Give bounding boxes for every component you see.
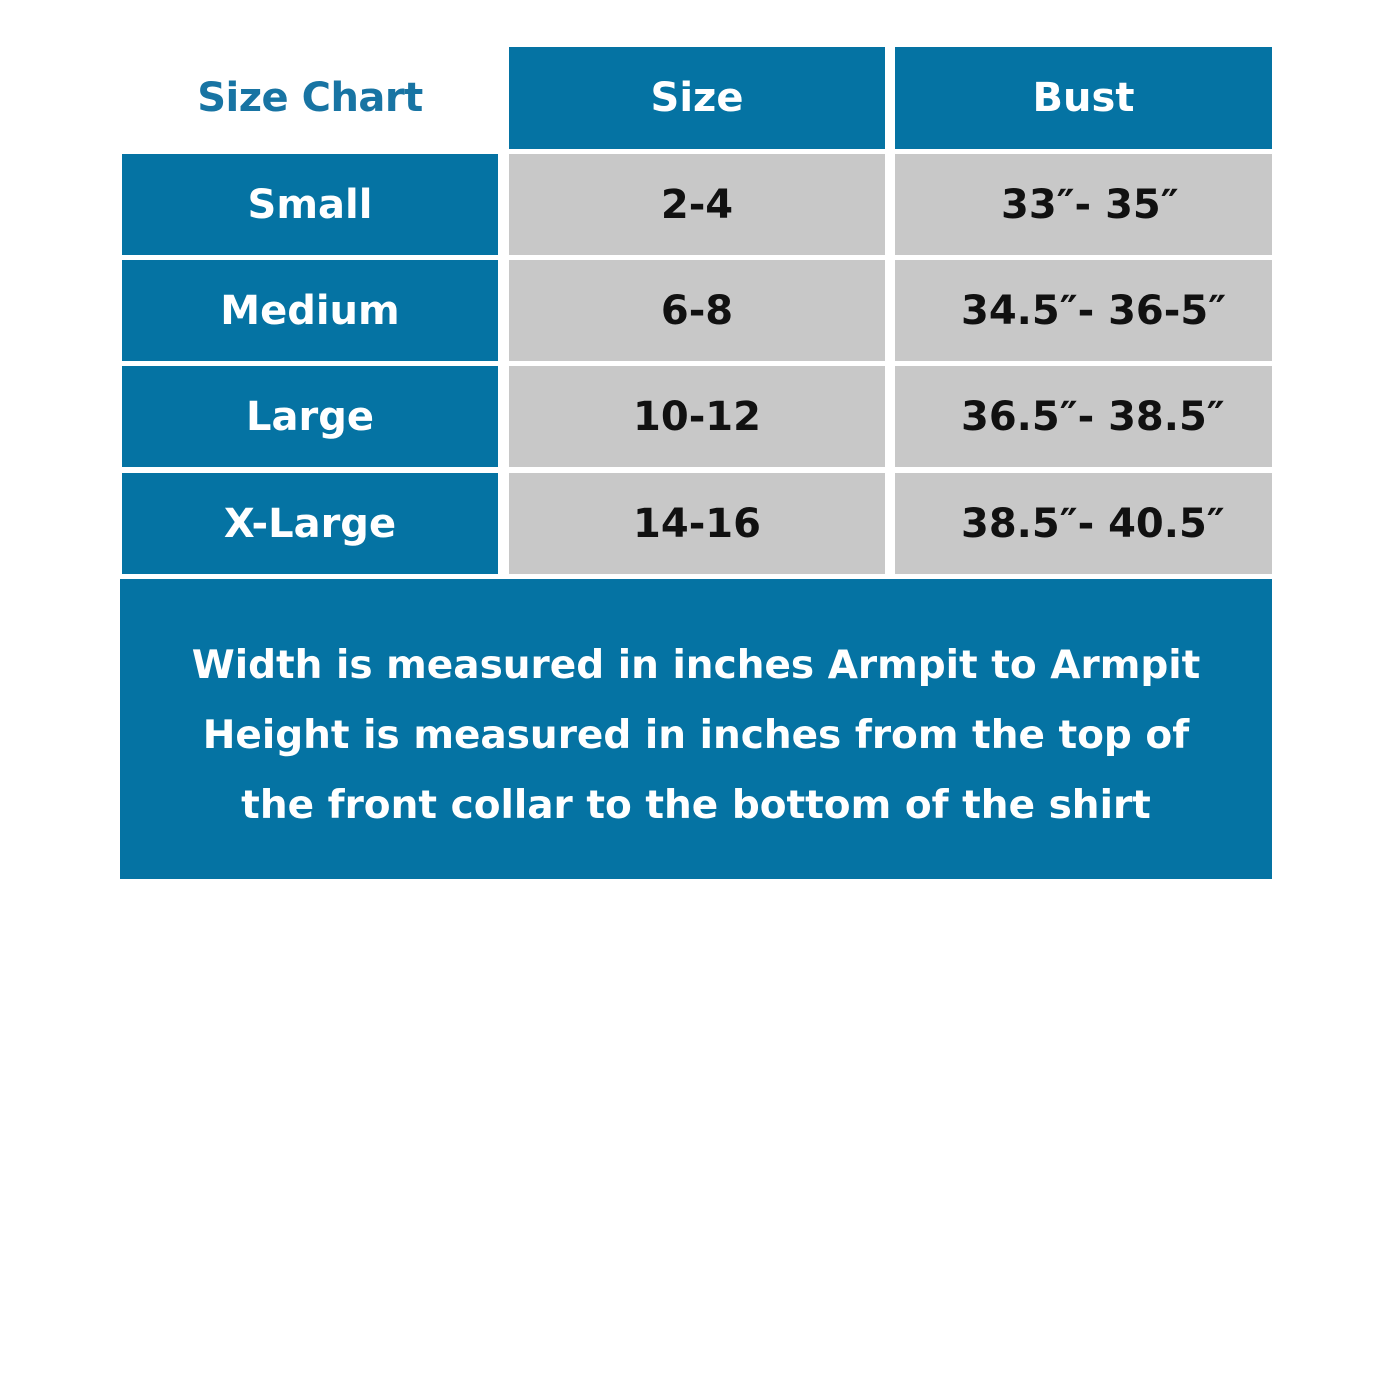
bust-value-small: 33″- 35″ xyxy=(895,154,1272,255)
bust-value-medium: 34.5″- 36-5″ xyxy=(895,260,1272,361)
row-label-large: Large xyxy=(122,366,498,467)
bust-value-large: 36.5″- 38.5″ xyxy=(895,366,1272,467)
measurement-note xyxy=(120,579,1272,879)
note-line-height-cont: the front collar to the bottom of the shirt xyxy=(241,783,1151,828)
size-value-x-large: 14-16 xyxy=(509,473,885,574)
size-value-large: 10-12 xyxy=(509,366,885,467)
header-size: Size xyxy=(509,47,885,149)
header-bust: Bust xyxy=(895,47,1272,149)
size-value-small: 2-4 xyxy=(509,154,885,255)
row-label-medium: Medium xyxy=(122,260,498,361)
row-label-x-large: X-Large xyxy=(122,473,498,574)
size-value-medium: 6-8 xyxy=(509,260,885,361)
note-line-width: Width is measured in inches Armpit to Armpit xyxy=(191,643,1201,688)
note-line-height: Height is measured in inches from the top of xyxy=(202,713,1190,758)
page-title: Size Chart xyxy=(197,75,423,121)
bust-value-x-large: 38.5″- 40.5″ xyxy=(895,473,1272,574)
row-label-small: Small xyxy=(122,154,498,255)
